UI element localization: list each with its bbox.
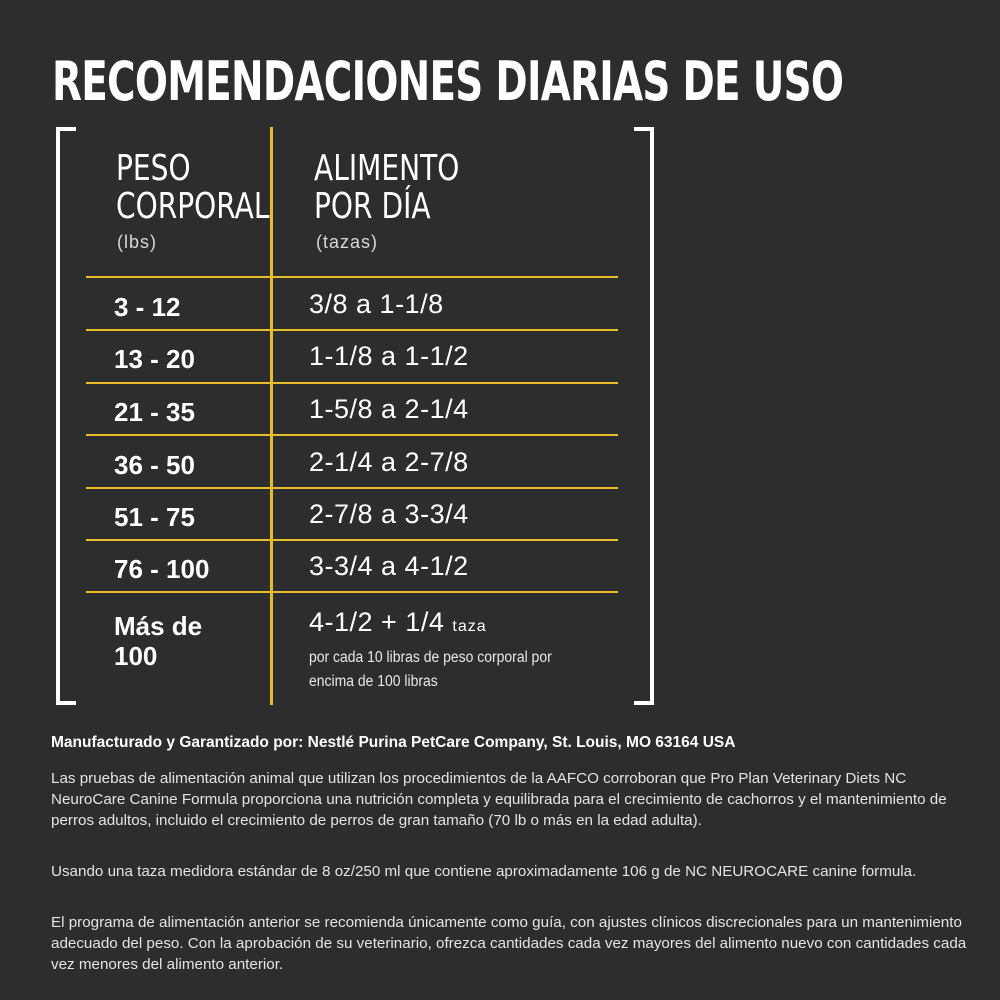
row-divider <box>86 487 618 489</box>
aafco-paragraph: Las pruebas de alimentación animal que utilizan los procedimientos de la AAFCO corroboran que Pro Plan Veterinary Diets NC NeuroCare Canine Formula proporciona una nutrición completa y equilibrada para el crecimiento de cachorros y el mantenimiento de perros adultos, incluido el crecimiento de perros de gran tamaño (70 lb o más en la edad adulta). <box>51 770 947 829</box>
weight-cell-over-100 <box>114 611 202 671</box>
food-over-unit: taza <box>452 618 487 635</box>
food-cell: 3/8 a 1-1/8 <box>309 289 444 319</box>
row-divider <box>86 539 618 541</box>
food-over-note: por cada 10 libras de peso corporal por encima de 100 libras <box>309 649 552 690</box>
weight-cell: 51 - 75 <box>114 502 195 532</box>
row-divider <box>86 434 618 436</box>
food-header-line1: ALIMENTO <box>314 148 460 189</box>
food-unit: (tazas) <box>316 232 379 252</box>
feeding-guide-paragraph: El programa de alimentación anterior se recomienda únicamente como guía, con ajustes clínicos discrecionales para un mantenimiento adecuado del peso. Con la aprobación de su veterinario, ofrezca cantidades cada vez mayores del alimento nuevo con cantidades cada vez menores del alimento anterior. <box>51 914 967 973</box>
row-divider <box>86 329 618 331</box>
left-bracket <box>56 127 76 705</box>
weight-header-line1: PESO <box>116 148 191 189</box>
weight-column-header <box>116 150 269 226</box>
food-over-value: 4-1/2 + 1/4 <box>309 607 445 637</box>
manufacturer-line: Manufacturado y Garantizado por: Nestlé Purina PetCare Company, St. Louis, MO 63164 USA <box>51 734 736 751</box>
food-cell: 2-1/4 a 2-7/8 <box>309 447 469 477</box>
measuring-cup-paragraph: Usando una taza medidora estándar de 8 oz/250 ml que contiene aproximadamente 106 g de NC NEUROCARE canine formula. <box>51 863 917 880</box>
column-divider <box>270 127 273 705</box>
weight-cell: 36 - 50 <box>114 450 195 480</box>
weight-over-line1: Más de <box>114 611 203 641</box>
weight-cell: 13 - 20 <box>114 344 195 374</box>
weight-cell: 21 - 35 <box>114 397 195 427</box>
food-cell: 2-7/8 a 3-3/4 <box>309 499 469 529</box>
row-divider <box>86 591 618 593</box>
food-cell: 1-5/8 a 2-1/4 <box>309 394 469 424</box>
page-title: RECOMENDACIONES DIARIAS DE USO <box>52 50 844 113</box>
right-bracket <box>634 127 654 705</box>
food-column-header <box>314 150 459 226</box>
weight-unit: (lbs) <box>117 232 157 252</box>
food-header-line2: POR DÍA <box>314 186 431 227</box>
weight-cell: 3 - 12 <box>114 292 181 322</box>
weight-cell: 76 - 100 <box>114 554 210 584</box>
food-cell: 3-3/4 a 4-1/2 <box>309 551 469 581</box>
row-divider <box>86 276 618 278</box>
food-cell-over-100 <box>309 607 487 642</box>
weight-over-line2: 100 <box>114 641 158 671</box>
weight-header-line2: CORPORAL <box>116 186 270 227</box>
food-cell: 1-1/8 a 1-1/2 <box>309 341 469 371</box>
row-divider <box>86 382 618 384</box>
